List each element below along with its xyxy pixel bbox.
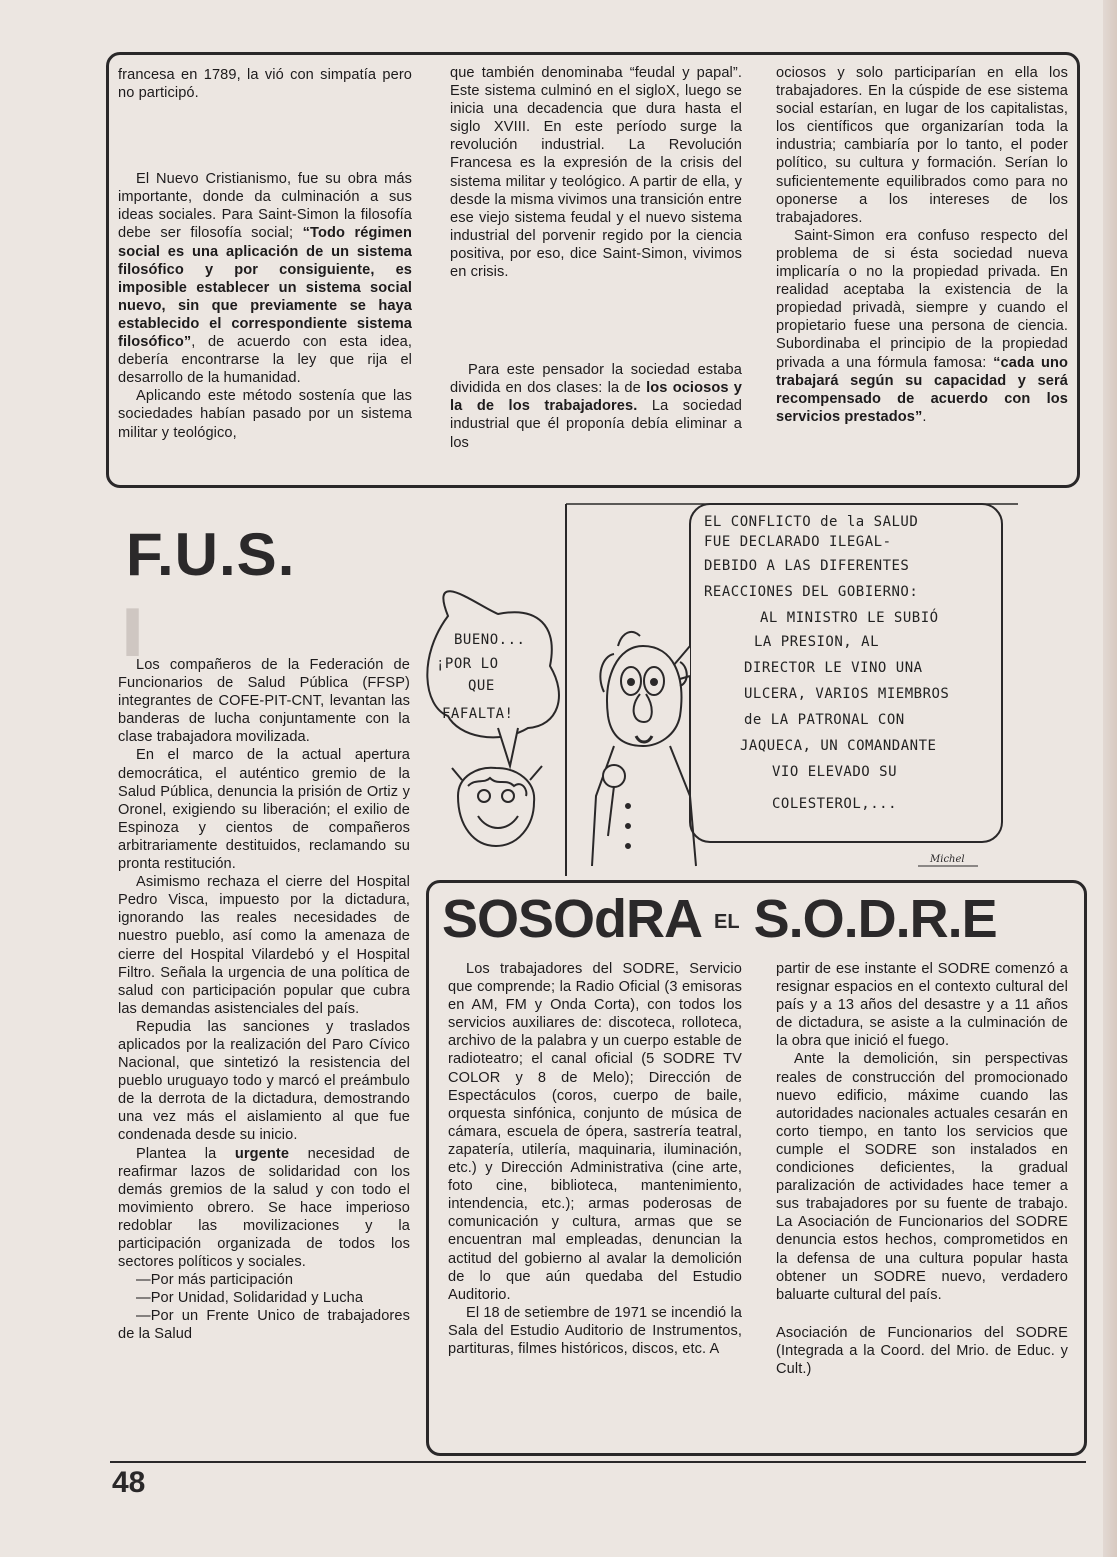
- top-col1-p3: Aplicando este método sostenía que las sociedades habían pasado por un sistema militar y teológico,: [118, 388, 412, 441]
- fus-p4: Repudia las sanciones y traslados aplicados por la realización del Paro Cívico Nacional, que sintetizó la resistencia del pueblo uruguayo todo y marcó el preámbulo de la derrota de la dictadura, demostrando una vez más el aislamiento al que fue condenada desde su inicio.: [118, 1018, 410, 1144]
- top-col1-p2: [118, 170, 412, 387]
- sodre-col-2: [776, 960, 1068, 1378]
- top-col3-quote: “cada uno trabajará según su capacidad y será recompensado de acuerdo con los servicios prestados”: [776, 354, 1068, 425]
- sodre-title: [442, 888, 997, 950]
- large-bubble-line-10: JAQUECA, UN COMANDANTE: [740, 738, 937, 754]
- sodre-signature: Asociación de Funcionarios del SODRE (Integrada a la Coord. del Mrio. de Educ. y Cult.): [776, 1324, 1068, 1377]
- top-col-2: [450, 64, 742, 452]
- large-bubble-line-9: de LA PATRONAL CON: [744, 712, 905, 728]
- page-number: 48: [112, 1466, 146, 1499]
- top-col2-p1: que también denominaba “feudal y papal”. Este sistema culminó en el sigloX, luego se inicia una decadencia que dura hasta el siglo XVIII. En este período surge la revolución industrial. La Revolución Francesa es la expresión de la crisis del sistema militar y teológico. A partir de ella, y desde la misma vivimos una transición entre ese viejo sistema feudal y el nuevo sistema industrial del porvenir regido por la ciencia positiva, por eso, dice Saint-Simon, vivimos en crisis.: [450, 65, 742, 281]
- large-bubble-line-11: VIO ELEVADO SU: [772, 764, 898, 780]
- top-col1-p1: francesa en 1789, la vió con simpatía pero no participó.: [118, 67, 412, 102]
- sodre-title-b: S.O.D.R.E: [753, 889, 997, 949]
- fus-column: [118, 656, 410, 1344]
- fus-list-1: —Por más participación: [136, 1272, 294, 1289]
- sodre-title-a: SOSOdRA: [442, 889, 701, 949]
- large-bubble-line-7: DIRECTOR LE VINO UNA: [744, 660, 923, 676]
- large-bubble-line-2: FUE DECLARADO ILEGAL-: [704, 534, 892, 550]
- small-bubble-line-2: ¡POR LO: [436, 656, 499, 672]
- top-col3-p2-tail: .: [922, 408, 927, 425]
- top-col2-bold: los ociosos y la de los trabajadores.: [450, 380, 742, 415]
- sodre-col2-p1: partir de ese instante el SODRE comenzó a resignar espacios en el contexto cultural del país y a 13 años del desastre y a 11 años de dictadura, se asiste a la culminación de la obra que inició el fuego.: [776, 961, 1068, 1050]
- fus-p5: [118, 1145, 410, 1272]
- large-bubble-line-5: AL MINISTRO LE SUBIÓ: [760, 610, 939, 626]
- sodre-col1-p2: El 18 de setiembre de 1971 se incendió la Sala del Estudio Auditorio de Instrumentos, partituras, filmes históricos, discos, etc. A: [448, 1304, 742, 1357]
- small-bubble-line-3: QUE: [468, 678, 495, 694]
- fus-list-3: —Por un Frente Unico de trabajadores de la Salud: [118, 1308, 410, 1343]
- sodre-title-el: EL: [714, 911, 740, 934]
- small-creature-figure: [452, 766, 542, 846]
- footer-rule: [110, 1461, 1086, 1463]
- fus-list-2: —Por Unidad, Solidaridad y Lucha: [136, 1290, 364, 1307]
- top-col2-p2-tail: La sociedad industrial que él proponía debía eliminar a los: [450, 398, 743, 451]
- large-bubble-line-6: LA PRESION, AL: [754, 634, 880, 650]
- fus-p3: Asimismo rechaza el cierre del Hospital Pedro Visca, impuesto por la dictadura, ignorando las reales necesidades de nuestro pueblo, así como la amenaza de cierre del Hospital Vilardebó y el Hospital Filtro. Señala la urgencia de una política de salud con participación popular que cubra las demandas asistenciales del país.: [118, 874, 410, 1017]
- large-bubble-line-3: DEBIDO A LAS DIFERENTES: [704, 558, 910, 574]
- top-col-1: [118, 66, 412, 442]
- fus-p5-c: necesidad de reafirmar lazos de solidaridad con los demás gremios de la salud y con todo el movimiento obrero. Se hace imperioso redoblar las movilizaciones y la participación organizada de todos los sectores políticos y sociales.: [118, 1145, 410, 1271]
- top-col3-p1: ociosos y solo participarían en ella los trabajadores. En la cúspide de ese sistema social estarían, en lugar de los capitalistas, los científicos que organizarían toda la industria; cambiaría por lo tanto, el poder político, su cultura y formación. Serían lo suficientemente equilibrados como para no oponerse a los intereses de los trabajadores.: [776, 65, 1068, 226]
- fus-p2: En el marco de la actual apertura democrática, el auténtico gremio de la Salud Pública, denuncia la prisión de Ortiz y Oronel, exigiendo su liberación; el exilio de Espinoza y cientos de compañeros arbitrariamente destituidos, reclamando su pronta restitución.: [118, 747, 410, 873]
- top-col1-quote: “Todo régimen social es una aplicación de un sistema filosófico y por consiguiente, es imposible establecer un sistema social nuevo, sin que previamente se haya establecido el correspondiente sistema filosófico”: [118, 225, 412, 351]
- large-bubble-line-4: REACCIONES DEL GOBIERNO:: [704, 584, 919, 600]
- cartoon-illustration: [418, 496, 1018, 876]
- large-bubble-line-8: ULCERA, VARIOS MIEMBROS: [744, 686, 950, 702]
- bleed-through-mark: ı: [120, 576, 146, 676]
- fus-p5-a: Plantea la: [136, 1145, 235, 1162]
- top-col2-p2: [450, 361, 742, 451]
- top-col1-p2-tail: , de acuerdo con esta idea, debería encontrarse la ley que rija el desarrollo de la humanidad.: [118, 334, 412, 387]
- small-bubble-line-4: FAFALTA!: [442, 706, 514, 722]
- page-edge: [1103, 0, 1117, 1557]
- large-bubble-line-1: EL CONFLICTO de la SALUD: [704, 514, 919, 530]
- sodre-col-1: [448, 960, 742, 1358]
- small-bubble-line-1: BUENO...: [454, 632, 526, 648]
- large-bubble-line-12: COLESTEROL,...: [772, 796, 898, 812]
- top-col-3: [776, 64, 1068, 426]
- fus-title: F.U.S.: [126, 521, 296, 588]
- top-col3-p2-text: Saint-Simon era confuso respecto del problema de si ésta sociedad nueva implicaría o no la propiedad privada. En realidad aceptaba la existencia de la propiedad privadà, siempre y cuando el propietario fuese una persona de ciencia. Subordinaba el principio de la propiedad privada a una fórmula famosa:: [776, 227, 1068, 371]
- cartoon-signature: Michel: [930, 854, 965, 865]
- sodre-col2-p2: Ante la demolición, sin perspectivas reales de construcción del promocionado nuevo edificio, máxime cuando las autoridades nacionales actuales cesarán en corto tiempo, en tanto los servicios que cumple el SODRE son instalados en condiciones deficientes, la gradual paralización de actividades hace temer a sus trabajadores por su fuente de trabajo. La Asociación de Funcionarios del SODRE denuncia estos hechos, comprometidos en la defensa de una cultura popular hasta obtener un SODRE nuevo, verdadero baluarte cultural del país.: [776, 1051, 1068, 1303]
- fus-p1: Los compañeros de la Federación de Funcionarios de Salud Pública (FFSP) integrantes de COFE-PIT-CNT, levantan las banderas de lucha conjuntamente con la clase trabajadora movilizada.: [118, 657, 410, 746]
- fus-p5-bold: urgente: [234, 1145, 290, 1162]
- top-col3-p2: [776, 227, 1068, 426]
- top-col2-p2-text: Para este pensador la sociedad estaba dividida en dos clases: la de: [450, 362, 742, 397]
- top-col1-p2-text: El Nuevo Cristianismo, fue su obra más importante, donde da culminación a sus ideas sociales. Para Saint-Simon la filosofía debe ser filosofía social;: [118, 171, 412, 242]
- sodre-col1-p1: Los trabajadores del SODRE, Servicio que comprende; la Radio Oficial (3 emisoras en AM, FM y Onda Corta), con todos los servicios auxiliares de: discoteca, rolloteca, archivo de la palabra y un cuerpo estable de radioteatro; el canal oficial (5 SODRE TV COLOR y 8 de Melo); Dirección de Espectáculos (coros, cuerpo de baile, orquesta sinfónica, conjunto de música de cámara, escuela de ópera, sastrería teatral, zapatería, utilería, maquinaria, iluminación, etc.) y Dirección Administrativa (cine arte, foto cine, biblioteca, mantenimiento, intendencia, etc.); armas poderosas de comunicación y cultura, armas que se encuentran mal empleadas, denuncian la actitud del gobierno al avalar la demolición de lo que aún quedaba del Estudio Auditorio.: [448, 961, 742, 1303]
